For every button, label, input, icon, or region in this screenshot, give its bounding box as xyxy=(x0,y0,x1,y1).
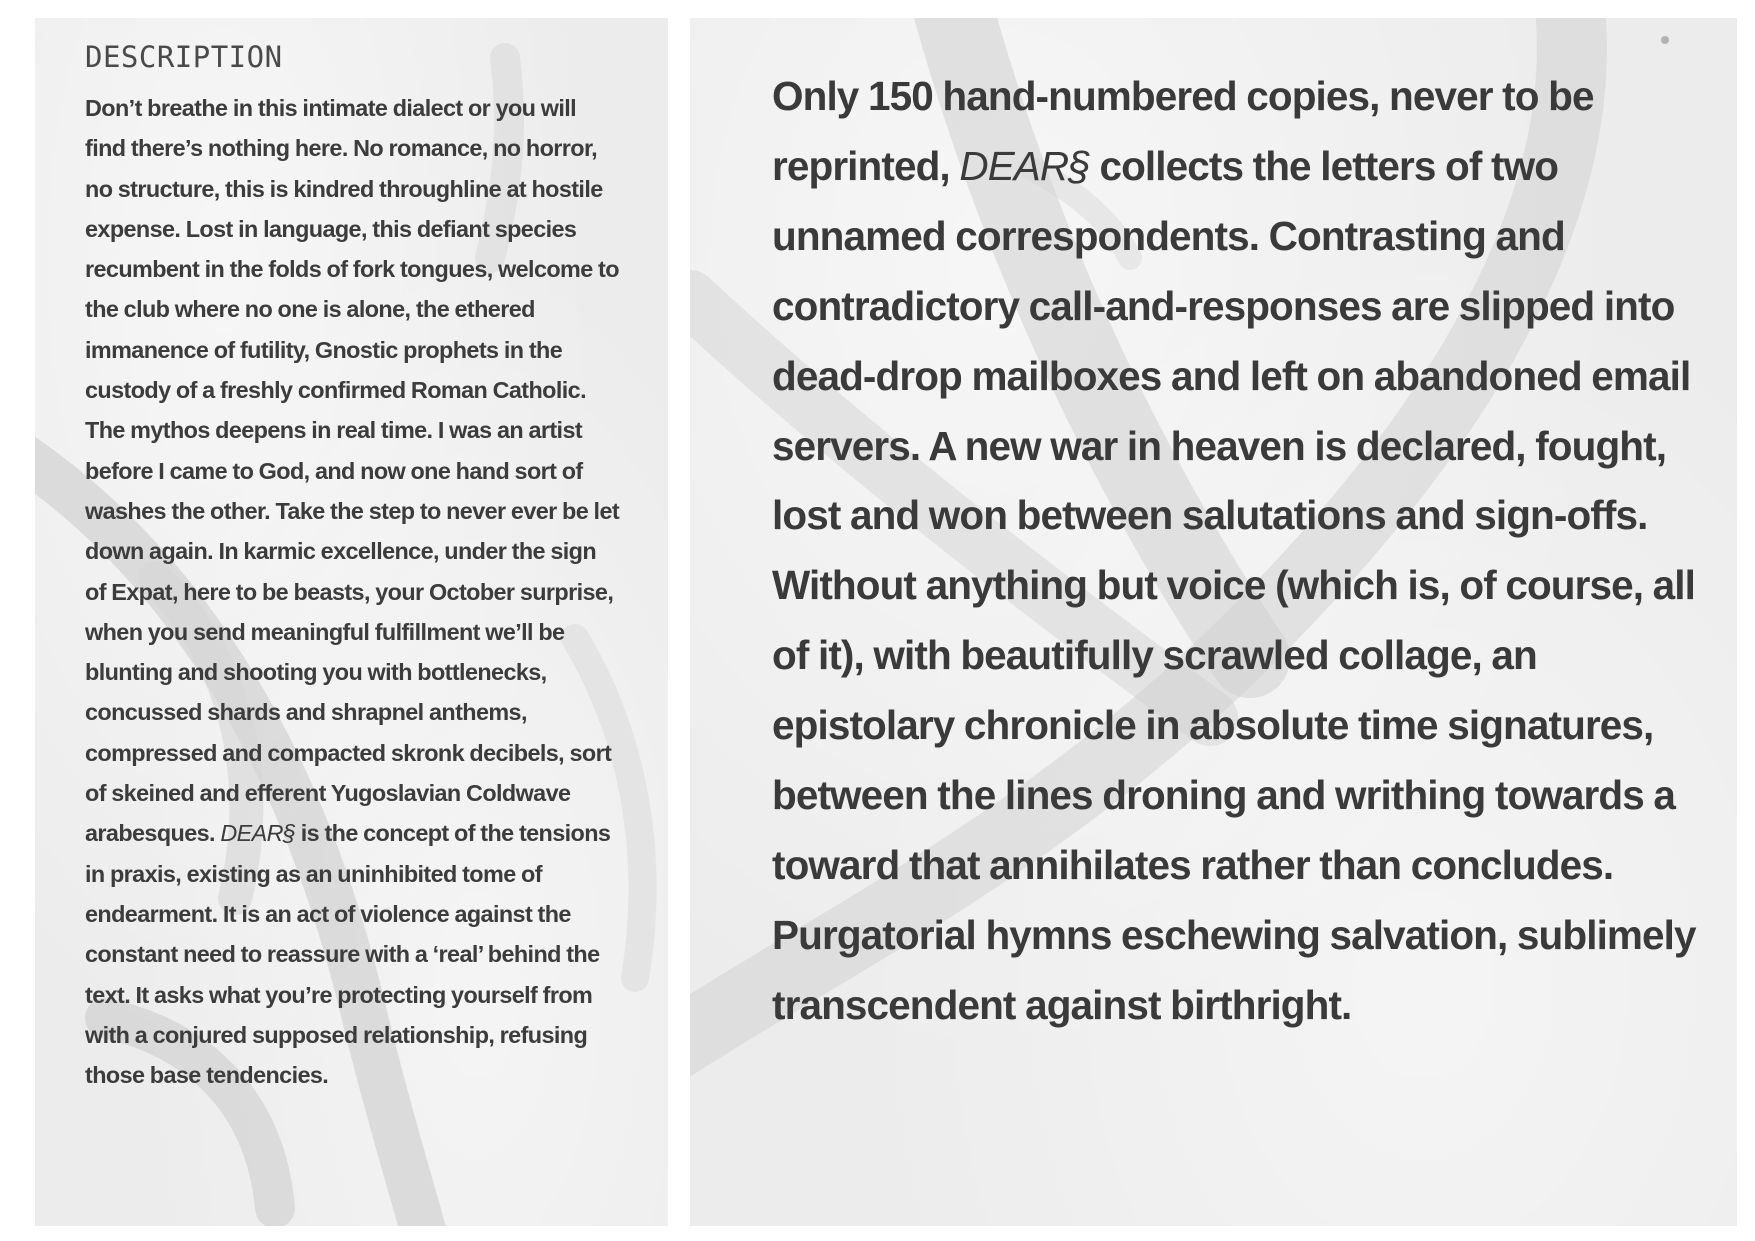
description-text xyxy=(85,88,620,1095)
blurb-text-part-1: Only 150 hand-numbered copies, never to be reprinted, xyxy=(772,73,1594,189)
description-text-part-2: is the concept of the tensions in praxis, existing as an uninhibited tome of endearment. It is an act of violence against the constant need to reassure with a ‘real’ behind the text. It asks what you’re protecting yourself from with a conjured supposed relationship, refusing those base tendencies. xyxy=(85,820,611,1089)
blurb-text xyxy=(772,62,1697,1041)
description-text-part-1: Don’t breathe in this intimate dialect or you will find there’s nothing here. No romance, no horror, no structure, this is kindred throughline at hostile expense. Lost in language, this defiant species recumbent in the folds of fork tongues, welcome to the club where no one is alone, the ethered immanence of futility, Gnostic prophets in the custody of a freshly confirmed Roman Catholic. The mythos deepens in real time. I was an artist before I came to God, and now one hand sort of washes the other. Take the step to never ever be let down again. In karmic excellence, under the sign of Expat, here to be beasts, your October surprise, when you send meaningful fulfillment we’ll be blunting and shooting you with bottlenecks, concussed shards and shrapnel anthems, compressed and compacted skronk decibels, sort of skeined and efferent Yugoslavian Coldwave arabesques. xyxy=(85,95,620,847)
description-heading: DESCRIPTION xyxy=(85,40,283,74)
blurb-panel xyxy=(690,18,1737,1226)
blurb-text-part-2: collects the letters of two unnamed correspondents. Contrasting and contradictory call-and-responses are slipped into dead-drop mailboxes and left on abandoned email servers. A new war in heaven is declared, fought, lost and won between salutations and sign-offs. Without anything but voice (which is, of course, all of it), with beautifully scrawled collage, an epistolary chronicle in absolute time signatures, between the lines droning and writhing towards a toward that annihilates rather than concludes. Purgatorial hymns eschewing salvation, sublimely transcendent against birthright. xyxy=(772,142,1696,1028)
description-panel xyxy=(35,18,668,1226)
book-title: DEAR§ xyxy=(220,820,296,847)
book-title: DEAR§ xyxy=(959,142,1090,189)
